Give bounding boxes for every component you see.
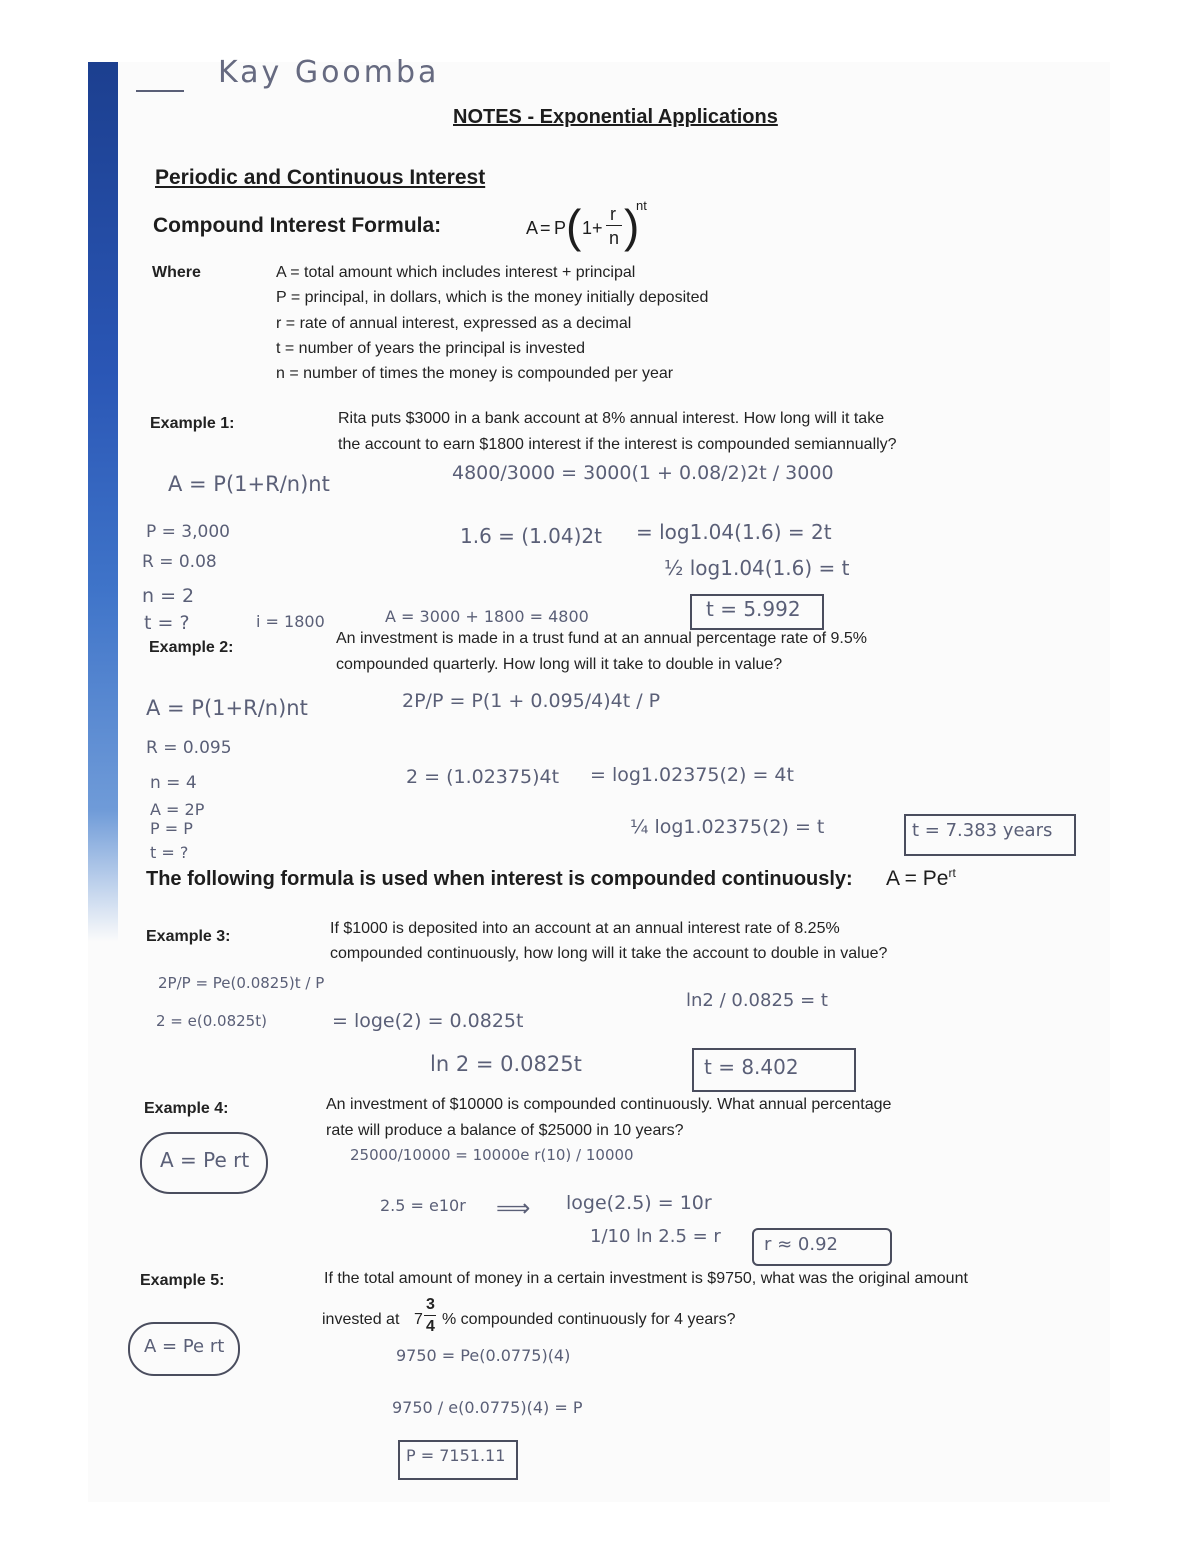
page-title: NOTES - Exponential Applications	[453, 106, 778, 128]
ex2-step4: ¼ log1.02375(2) = t	[630, 816, 825, 838]
ex3-step2: 2 = e(0.0825t)	[156, 1012, 267, 1030]
example-2-label: Example 2:	[149, 639, 234, 656]
ex5-step1: 9750 = Pe(0.0775)(4)	[396, 1346, 571, 1365]
ex1-var-n: n = 2	[142, 585, 195, 607]
definition-n: n = number of times the money is compounded per year	[276, 365, 674, 382]
ex1-answer: t = 5.992	[706, 597, 801, 621]
ex4-step2: 2.5 = e10r	[380, 1196, 466, 1215]
ex2-var-a: A = 2P	[150, 800, 205, 819]
example-3-problem-line1: If $1000 is deposited into an account at an annual interest rate of 8.25%	[330, 920, 840, 937]
ex1-step2: 1.6 = (1.04)2t	[460, 524, 602, 548]
name-dash	[136, 90, 184, 92]
ex1-step3: = log1.04(1.6) = 2t	[636, 520, 832, 544]
ex4-cloud-formula: A = Pe rt	[160, 1148, 250, 1172]
ex2-answer: t = 7.383 years	[912, 820, 1053, 841]
ex4-step3: loge(2.5) = 10r	[566, 1192, 712, 1214]
ex1-var-r: R = 0.08	[142, 552, 217, 572]
ex2-var-n: n = 4	[150, 773, 197, 793]
section-heading: Periodic and Continuous Interest	[155, 166, 486, 189]
example-5-label: Example 5:	[140, 1272, 225, 1289]
ex4-arrow: ⟹	[496, 1195, 531, 1222]
ex3-step4: ln 2 = 0.0825t	[430, 1052, 582, 1076]
formula-label: Compound Interest Formula:	[153, 214, 442, 237]
example-1-problem-line2: the account to earn $1800 interest if the interest is compounded semiannually?	[338, 436, 897, 453]
ex2-step2: 2 = (1.02375)4t	[406, 766, 560, 788]
ex3-answer: t = 8.402	[704, 1055, 799, 1079]
ex1-step4: ½ log1.04(1.6) = t	[664, 556, 850, 580]
continuous-formula: $A = Pe^{rt}$	[886, 866, 956, 890]
ex2-formula: A = P(1+R/n)nt	[146, 696, 308, 720]
definition-a: A = total amount which includes interest + principal	[276, 264, 636, 281]
example-5-problem-line1: If the total amount of money in a certain investment is $9750, what was the original amount	[324, 1270, 968, 1287]
example-3-label: Example 3:	[146, 928, 231, 945]
continuous-heading: The following formula is used when interest is compounded continuously:	[146, 868, 853, 890]
ex1-a-calc: A = 3000 + 1800 = 4800	[385, 607, 589, 626]
ex3-step1: 2P/P = Pe(0.0825)t / P	[158, 974, 325, 992]
definition-p: P = principal, in dollars, which is the money initially deposited	[276, 289, 709, 306]
ex2-var-p: P = P	[150, 819, 193, 838]
example-1-label: Example 1:	[150, 415, 235, 432]
example-4-problem-line2: rate will produce a balance of $25000 in 10 years?	[326, 1122, 684, 1139]
definition-t: t = number of years the principal is invested	[276, 340, 586, 357]
ex1-step1: 4800/3000 = 3000(1 + 0.08/2)2t / 3000	[452, 462, 834, 484]
ex2-var-t: t = ?	[150, 843, 189, 862]
example-2-problem-line2: compounded quarterly. How long will it take to double in value?	[336, 656, 783, 673]
ex1-var-p: P = 3,000	[146, 522, 230, 542]
student-name: Kay Goomba	[218, 55, 440, 90]
ex4-step1: 25000/10000 = 10000e r(10) / 10000	[350, 1146, 634, 1164]
example-4-problem-line1: An investment of $10000 is compounded continuously. What annual percentage	[326, 1096, 892, 1113]
ex5-step2: 9750 / e(0.0775)(4) = P	[392, 1398, 583, 1417]
ex5-answer: P = 7151.11	[406, 1446, 506, 1465]
ex1-formula: A = P(1+R/n)nt	[168, 472, 330, 496]
ex1-var-t: t = ?	[144, 612, 190, 634]
example-2-problem-line1: An investment is made in a trust fund at an annual percentage rate of 9.5%	[336, 630, 867, 647]
binder-edge	[88, 62, 118, 942]
ex4-step4: 1/10 ln 2.5 = r	[590, 1226, 721, 1247]
definition-r: r = rate of annual interest, expressed as a decimal	[276, 315, 632, 332]
ex2-var-r: R = 0.095	[146, 738, 232, 758]
example-1-problem-line1: Rita puts $3000 in a bank account at 8% annual interest. How long will it take	[338, 410, 885, 427]
example-3-problem-line2: compounded continuously, how long will it take the account to double in value?	[330, 945, 888, 962]
where-label: Where	[152, 264, 201, 281]
example-4-label: Example 4:	[144, 1100, 229, 1117]
ex5-cloud-formula: A = Pe rt	[144, 1336, 225, 1357]
ex3-step5: ln2 / 0.0825 = t	[686, 990, 828, 1011]
ex2-step1: 2P/P = P(1 + 0.095/4)4t / P	[402, 690, 661, 712]
ex3-step3: = loge(2) = 0.0825t	[332, 1010, 524, 1032]
ex2-step3: = log1.02375(2) = 4t	[590, 764, 794, 786]
ex1-interest: i = 1800	[256, 612, 325, 631]
ex4-answer: r ≈ 0.92	[764, 1234, 839, 1255]
